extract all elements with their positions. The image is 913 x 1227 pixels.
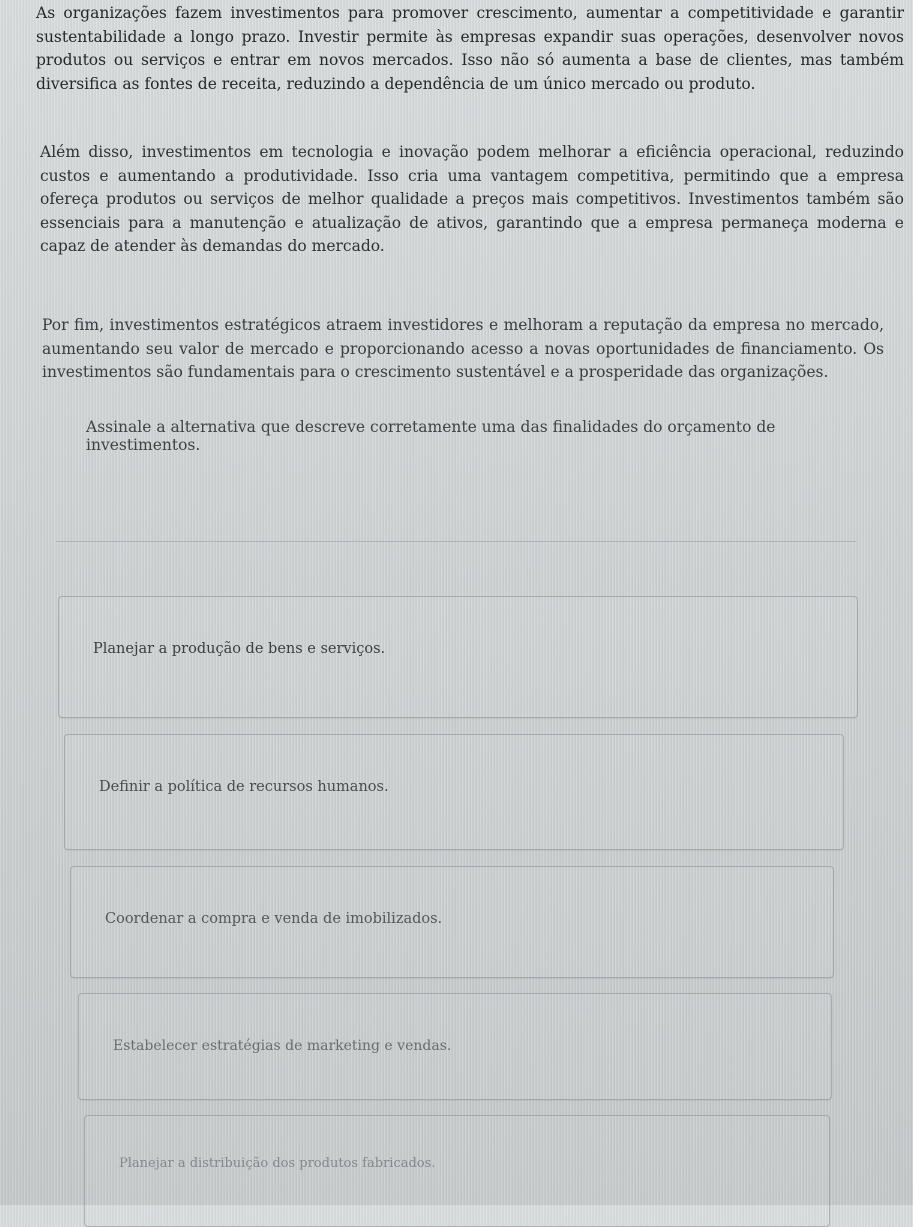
answer-option-e[interactable]	[84, 1115, 830, 1227]
answer-option-label: Planejar a distribuição dos produtos fabricados.	[119, 1156, 436, 1171]
passage-paragraph-2: Além disso, investimentos em tecnologia e inovação podem melhorar a eficiência operacional, reduzindo custos e aumentando a produtividade. Isso cria uma vantagem competitiva, permitindo que a empresa ofereça produtos ou serviços de melhor qualidade a preços mais competitivos. Investimentos também são essenciais para a manutenção e atualização de ativos, garantindo que a empresa permaneça moderna e capaz de atender às demandas do mercado.	[40, 143, 904, 255]
passage-paragraph-3: Por fim, investimentos estratégicos atraem investidores e melhoram a reputação da empresa no mercado, aumentando seu valor de mercado e proporcionando acesso a novas oportunidades de financiamento. Os investimentos são fundamentais para o crescimento sustentável e a prosperidade das organizações.	[42, 316, 884, 381]
answer-option-b[interactable]	[64, 734, 844, 850]
answer-option-label: Estabelecer estratégias de marketing e vendas.	[113, 1038, 452, 1054]
answer-option-d[interactable]	[78, 993, 832, 1100]
question-text: Assinale a alternativa que descreve corretamente uma das finalidades do orçamento de investimentos.	[86, 418, 776, 454]
answer-option-a[interactable]	[58, 596, 858, 718]
answer-option-label: Definir a política de recursos humanos.	[99, 779, 389, 795]
answer-option-c[interactable]	[70, 866, 834, 978]
answer-option-label: Planejar a produção de bens e serviços.	[93, 641, 386, 657]
answer-option-label: Coordenar a compra e venda de imobilizados.	[105, 911, 443, 927]
divider	[56, 541, 856, 542]
passage-paragraph-1: As organizações fazem investimentos para promover crescimento, aumentar a competitividade e garantir sustentabilidade a longo prazo. Investir permite às empresas expandir suas operações, desenvolver novos produtos ou serviços e entrar em novos mercados. Isso não só aumenta a base de clientes, mas também diversifica as fontes de receita, reduzindo a dependência de um único mercado ou produto.	[36, 4, 904, 93]
